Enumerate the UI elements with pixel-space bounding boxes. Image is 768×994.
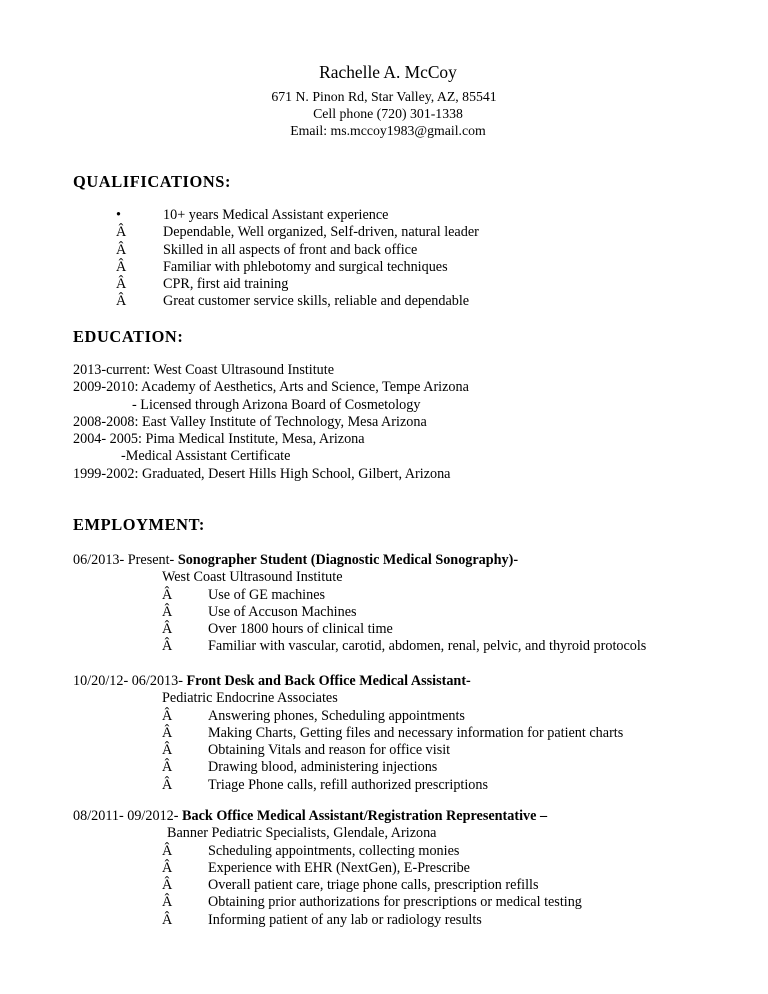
list-item <box>73 843 753 860</box>
duty-text: Obtaining Vitals and reason for office visit <box>208 742 451 759</box>
list-item <box>73 708 753 725</box>
duty-text: Experience with EHR (NextGen), E-Prescribe <box>208 859 470 876</box>
education-entry: 2009-2010: Academy of Aesthetics, Arts and Science, Tempe Arizona <box>73 379 469 396</box>
job-entry <box>73 673 753 794</box>
job-header <box>73 808 753 825</box>
qualification-text: 10+ years Medical Assistant experience <box>163 207 389 223</box>
duty-text: Triage Phone calls, refill authorized prescriptions <box>208 776 489 793</box>
list-item <box>73 276 713 293</box>
bullet-icon: Â <box>116 293 127 310</box>
bullet-icon: Â <box>162 603 173 620</box>
education-detail: - Licensed through Arizona Board of Cosmetology <box>132 396 421 413</box>
job-entry <box>73 808 753 929</box>
job-role: Front Desk and Back Office Medical Assistant- <box>186 673 471 689</box>
bullet-icon: Â <box>162 707 173 724</box>
contact-phone: Cell phone (720) 301-1338 <box>313 106 463 121</box>
education-detail: -Medical Assistant Certificate <box>121 448 291 465</box>
job-organization: West Coast Ultrasound Institute <box>162 569 343 586</box>
employment-heading: EMPLOYMENT: <box>73 515 205 534</box>
job-organization: Pediatric Endocrine Associates <box>162 690 338 707</box>
list-item <box>73 725 753 742</box>
contact-email: Email: ms.mccoy1983@gmail.com <box>290 123 486 138</box>
education-entry: 2008-2008: East Valley Institute of Technology, Mesa Arizona <box>73 413 427 430</box>
bullet-icon: Â <box>162 638 173 655</box>
qualifications-heading: QUALIFICATIONS: <box>73 172 232 191</box>
list-item <box>73 742 753 759</box>
qualification-text: Familiar with phlebotomy and surgical techniques <box>163 258 448 275</box>
list-item <box>73 587 753 604</box>
job-role: Sonographer Student (Diagnostic Medical Sonography)- <box>177 552 519 568</box>
duty-text: Use of Accuson Machines <box>208 603 357 620</box>
education-heading: EDUCATION: <box>73 327 184 346</box>
candidate-name: Rachelle A. McCoy <box>319 62 457 82</box>
list-item <box>73 877 753 894</box>
bullet-icon: Â <box>116 224 127 241</box>
contact-address: 671 N. Pinon Rd, Star Valley, AZ, 85541 <box>271 89 497 104</box>
bullet-icon: Â <box>162 742 173 759</box>
list-item <box>73 621 753 638</box>
qualification-text: Great customer service skills, reliable and dependable <box>163 293 470 310</box>
bullet-icon: Â <box>162 877 173 894</box>
bullet-icon: Â <box>116 276 127 293</box>
bullet-icon: Â <box>162 759 173 776</box>
education-entry: 2013-current: West Coast Ultrasound Institute <box>73 362 335 378</box>
list-item <box>73 777 753 794</box>
list-item <box>73 894 753 911</box>
list-item <box>73 207 713 224</box>
education-entry: 2004- 2005: Pima Medical Institute, Mesa, Arizona <box>73 431 365 448</box>
job-dates: 10/20/12- 06/2013- <box>73 673 183 689</box>
qualification-text: Skilled in all aspects of front and back office <box>163 241 418 258</box>
list-item <box>73 293 713 310</box>
duty-text: Obtaining prior authorizations for prescriptions or medical testing <box>208 894 582 911</box>
bullet-icon: Â <box>162 842 173 859</box>
bullet-icon: Â <box>162 724 173 741</box>
duty-text: Drawing blood, administering injections <box>208 759 438 776</box>
list-item <box>73 604 753 621</box>
duty-text: Over 1800 hours of clinical time <box>208 621 393 638</box>
list-item <box>73 259 713 276</box>
duty-text: Use of GE machines <box>208 586 326 603</box>
education-list <box>73 362 733 483</box>
bullet-icon: Â <box>162 586 173 603</box>
job-dates: 08/2011- 09/2012- <box>73 808 179 824</box>
job-header <box>73 552 753 569</box>
bullet-icon: Â <box>162 859 173 876</box>
duty-text: Familiar with vascular, carotid, abdomen, renal, pelvic, and thyroid protocols <box>208 638 647 655</box>
list-item <box>73 860 753 877</box>
bullet-icon: Â <box>162 911 173 928</box>
list-item <box>73 638 753 655</box>
duty-text: Making Charts, Getting files and necessary information for patient charts <box>208 724 624 741</box>
list-item <box>73 912 753 929</box>
list-item <box>73 224 713 241</box>
job-dates: 06/2013- Present- <box>73 552 175 568</box>
job-entry <box>73 552 753 656</box>
bullet-icon: Â <box>162 621 173 638</box>
bullet-icon: • <box>116 207 121 223</box>
duty-text: Overall patient care, triage phone calls, prescription refills <box>208 877 539 894</box>
bullet-icon: Â <box>116 258 127 275</box>
qualifications-list <box>73 207 713 311</box>
job-header <box>73 673 753 690</box>
list-item <box>73 759 753 776</box>
qualification-text: Dependable, Well organized, Self-driven, natural leader <box>163 224 479 241</box>
list-item <box>73 242 713 259</box>
bullet-icon: Â <box>162 776 173 793</box>
duty-text: Answering phones, Scheduling appointments <box>208 707 465 724</box>
qualification-text: CPR, first aid training <box>163 276 289 293</box>
job-role: Back Office Medical Assistant/Registration Representative – <box>182 808 548 824</box>
duty-text: Scheduling appointments, collecting monies <box>208 842 460 859</box>
bullet-icon: Â <box>116 241 127 258</box>
job-organization: Banner Pediatric Specialists, Glendale, Arizona <box>167 825 437 842</box>
duty-text: Informing patient of any lab or radiology results <box>208 911 482 928</box>
education-entry: 1999-2002: Graduated, Desert Hills High School, Gilbert, Arizona <box>73 465 451 482</box>
bullet-icon: Â <box>162 894 173 911</box>
